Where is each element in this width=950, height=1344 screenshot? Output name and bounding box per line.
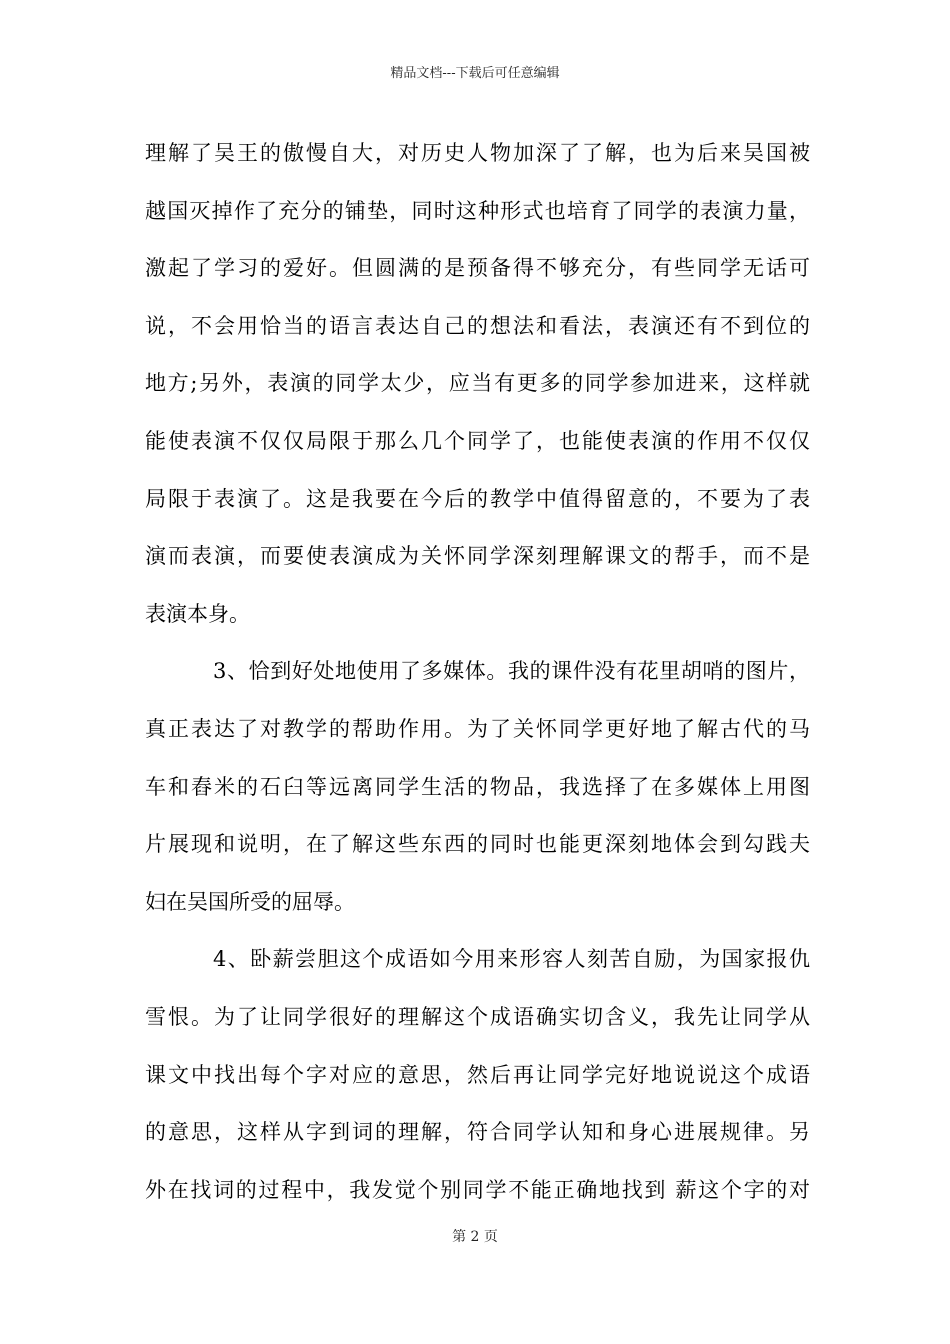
text-line: 3、恰到好处地使用了多媒体。我的课件没有花里胡哨的图片， — [213, 659, 810, 684]
text-line: 地方;另外，表演的同学太少，应当有更多的同学参加进来，这样就 — [145, 371, 810, 396]
text-line: 的意思，这样从字到词的理解，符合同学认知和身心进展规律。另 — [145, 1120, 810, 1145]
text-line: 表演本身。 — [145, 601, 250, 626]
page-number: 第 2 页 — [452, 1229, 498, 1245]
text-line: 片展现和说明，在了解这些东西的同时也能更深刻地体会到勾践夫 — [145, 832, 810, 857]
text-line: 雪恨。为了让同学很好的理解这个成语确实切含义，我先让同学从 — [145, 1004, 810, 1029]
text-line: 演而表演，而要使表演成为关怀同学深刻理解课文的帮手，而不是 — [145, 544, 810, 569]
text-line: 外在找词的过程中，我发觉个别同学不能正确地找到 薪这个字的对 — [145, 1177, 810, 1202]
page-header: 精品文档---下载后可任意编辑 — [390, 66, 560, 81]
text-line: 局限于表演了。这是我要在今后的教学中值得留意的，不要为了表 — [145, 486, 810, 511]
text-line: 真正表达了对教学的帮助作用。为了关怀同学更好地了解古代的马 — [145, 716, 810, 741]
document-body — [145, 131, 810, 1225]
text-line: 说，不会用恰当的语言表达自己的想法和看法，表演还有不到位的 — [145, 313, 810, 338]
text-line: 理解了吴王的傲慢自大，对历史人物加深了了解，也为后来吴国被 — [145, 141, 810, 165]
text-line: 激起了学习的爱好。但圆满的是预备得不够充分，有些同学无话可 — [145, 256, 810, 281]
text-line: 能使表演不仅仅局限于那么几个同学了，也能使表演的作用不仅仅 — [145, 428, 810, 453]
text-line: 4、卧薪尝胆这个成语如今用来形容人刻苦自励，为国家报仇 — [213, 947, 810, 972]
text-line: 妇在吴国所受的屈辱。 — [145, 889, 355, 914]
text-line: 越国灭掉作了充分的铺垫，同时这种形式也培育了同学的表演力量， — [145, 198, 810, 223]
text-line: 课文中找出每个字对应的意思，然后再让同学完好地说说这个成语 — [145, 1062, 810, 1087]
text-line: 车和舂米的石臼等远离同学生活的物品，我选择了在多媒体上用图 — [145, 774, 810, 799]
